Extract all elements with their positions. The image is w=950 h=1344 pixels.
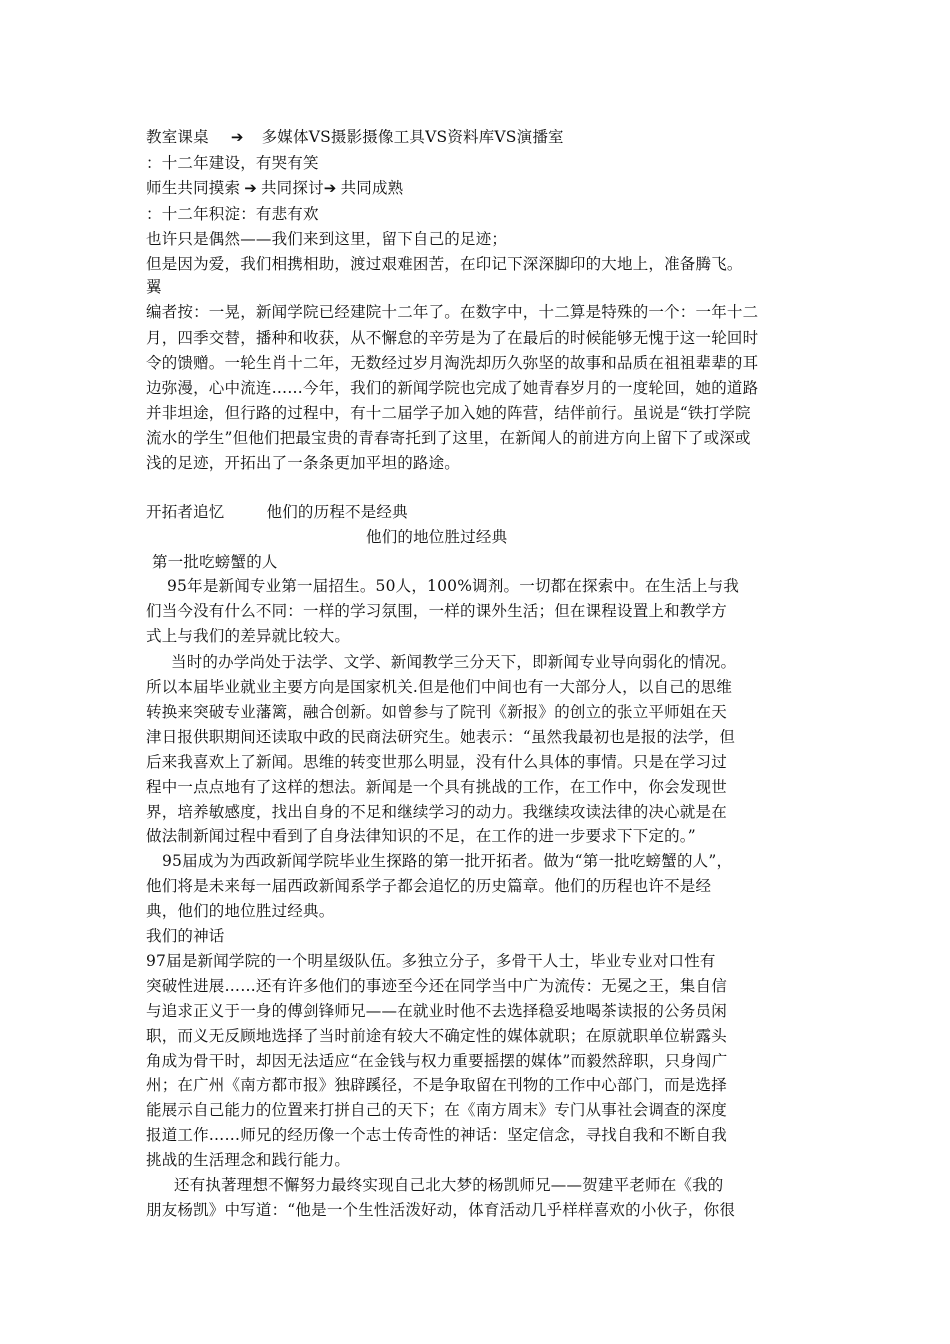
subheading: 第一批吃螃蟹的人 [152,553,278,571]
body-line: 挑战的生活理念和践行能力。 [146,1151,351,1169]
editor-note-line: 浅的足迹，开拓出了一条条更加平坦的路途。 [146,454,461,472]
header-text: 师生共同摸索 [146,179,241,197]
body-line: 州；在广州《南方都市报》独辟蹊径，不是争取留在刊物的工作中心部门，而是选择 [146,1076,727,1094]
body-line: 报道工作……师兄的经历像一个志士传奇性的神话：坚定信念，寻找自我和不断自我 [146,1126,727,1144]
section-subtitle-2: 他们的地位胜过经典 [366,528,508,546]
body-line: 津日报供职期间还读取中政的民商法研究生。她表示：“虽然我最初也是报的法学，但 [146,728,736,746]
body-line: 97届是新闻学院的一个明星级队伍。多独立分子，多骨干人士，毕业专业对口性有 [146,952,716,970]
body-line: 还有执著理想不懈努力最终实现自己北大梦的杨凯师兄——贺建平老师在《我的 [174,1176,724,1194]
header-line-2: ：十二年建设，有哭有笑 [146,154,319,172]
header-text: 共同探讨 [260,179,324,197]
body-line: 角成为骨干时，却因无法适应“在金钱与权力重要摇摆的媒体”而毅然辞职，只身闯广 [146,1052,728,1070]
body-line: 朋友杨凯》中写道：“他是一个生性活泼好动，体育活动几乎样样喜欢的小伙子，你很 [146,1201,736,1219]
header-line-3 [146,178,403,198]
header-text: 教室课桌 [146,128,209,146]
body-line: 程中一点点地有了这样的想法。新闻是一个具有挑战的工作，在工作中，你会发现世 [146,778,727,796]
editor-note-line: 并非坦途，但行路的过程中，有十二届学子加入她的阵营，结伴前行。虽说是“铁打学院 [146,404,751,422]
header-line-5: 也许只是偶然——我们来到这里，留下自己的足迹； [146,230,508,248]
editor-note-line: 月，四季交替，播种和收获，从不懈怠的辛劳是为了在最后的时候能够无愧于这一轮回时 [146,329,759,347]
body-line: 与追求正义于一身的傅剑锋师兄——在就业时他不去选择稳妥地喝茶读报的公务员闲 [146,1002,727,1020]
body-line: 后来我喜欢上了新闻。思维的转变世那么明显，没有什么具体的事情。只是在学习过 [146,753,727,771]
header-line-1 [146,127,564,147]
arrow-right-icon: ➔ [230,128,244,146]
body-line: 做法制新闻过程中看到了自身法律知识的不足，在工作的进一步要求下下定的。” [146,827,696,845]
body-line: 式上与我们的差异就比较大。 [146,627,351,645]
editor-note-line: 流水的学生”但他们把最宝贵的青春寄托到了这里，在新闻人的前进方向上留下了或深或 [146,429,751,447]
body-line: 突破性进展……还有许多他们的事迹至今还在同学当中广为流传：无冕之王，集自信 [146,977,727,995]
body-line: 们当今没有什么不同：一样的学习氛围，一样的课外生活；但在课程设置上和教学方 [146,602,727,620]
editor-note-line: 编者按：一晃，新闻学院已经建院十二年了。在数字中，十二算是特殊的一个：一年十二 [146,303,759,321]
section-title-line [146,502,408,522]
body-line: 典，他们的地位胜过经典。 [146,902,335,920]
body-line: 95届成为为西政新闻学院毕业生探路的第一批开拓者。做为“第一批吃螃蟹的人”， [162,852,733,870]
body-line: 当时的办学尚处于法学、文学、新闻教学三分天下，即新闻专业导向弱化的情况。 [171,653,737,671]
body-line: 转换来突破专业藩篱，融合创新。如曾参与了院刊《新报》的创立的张立平师姐在天 [146,703,727,721]
header-line-4: ：十二年积淀：有悲有欢 [146,205,319,223]
header-line-7: 翼 [146,278,162,296]
subheading: 我们的神话 [146,927,225,945]
body-line: 能展示自己能力的位置来打拼自己的天下；在《南方周末》专门从事社会调查的深度 [146,1101,727,1119]
body-line: 所以本届毕业就业主要方向是国家机关.但是他们中间也有一大部分人，以自己的思维 [146,678,733,696]
arrow-right-icon: ➔ [323,179,337,197]
editor-note-line: 令的馈赠。一轮生肖十二年，无数经过岁月淘洗却历久弥坚的故事和品质在祖祖辈辈的耳 [146,354,759,372]
header-line-6: 但是因为爱，我们相携相助，渡过艰难困苦，在印记下深深脚印的大地上，准备腾飞。 [146,255,743,273]
body-line: 界，培养敏感度，找出自身的不足和继续学习的动力。我继续攻读法律的决心就是在 [146,803,727,821]
arrow-right-icon: ➔ [244,179,257,197]
body-line: 他们将是未来每一届西政新闻系学子都会追忆的历史篇章。他们的历程也许不是经 [146,877,712,895]
section-subtitle: 他们的历程不是经典 [266,503,408,521]
body-line: 95年是新闻专业第一届招生。50人，100%调剂。一切都在探索中。在生活上与我 [167,577,740,595]
body-line: 职，而义无反顾地选择了当时前途有较大不确定性的媒体就职；在原就职单位崭露头 [146,1027,727,1045]
editor-note-line: 边弥漫，心中流连……今年，我们的新闻学院也完成了她青春岁月的一度轮回，她的道路 [146,379,759,397]
section-title: 开拓者追忆 [146,503,225,521]
header-text: 多媒体VS摄影摄像工具VS资料库VS演播室 [261,128,564,146]
header-text: 共同成熟 [340,179,404,197]
